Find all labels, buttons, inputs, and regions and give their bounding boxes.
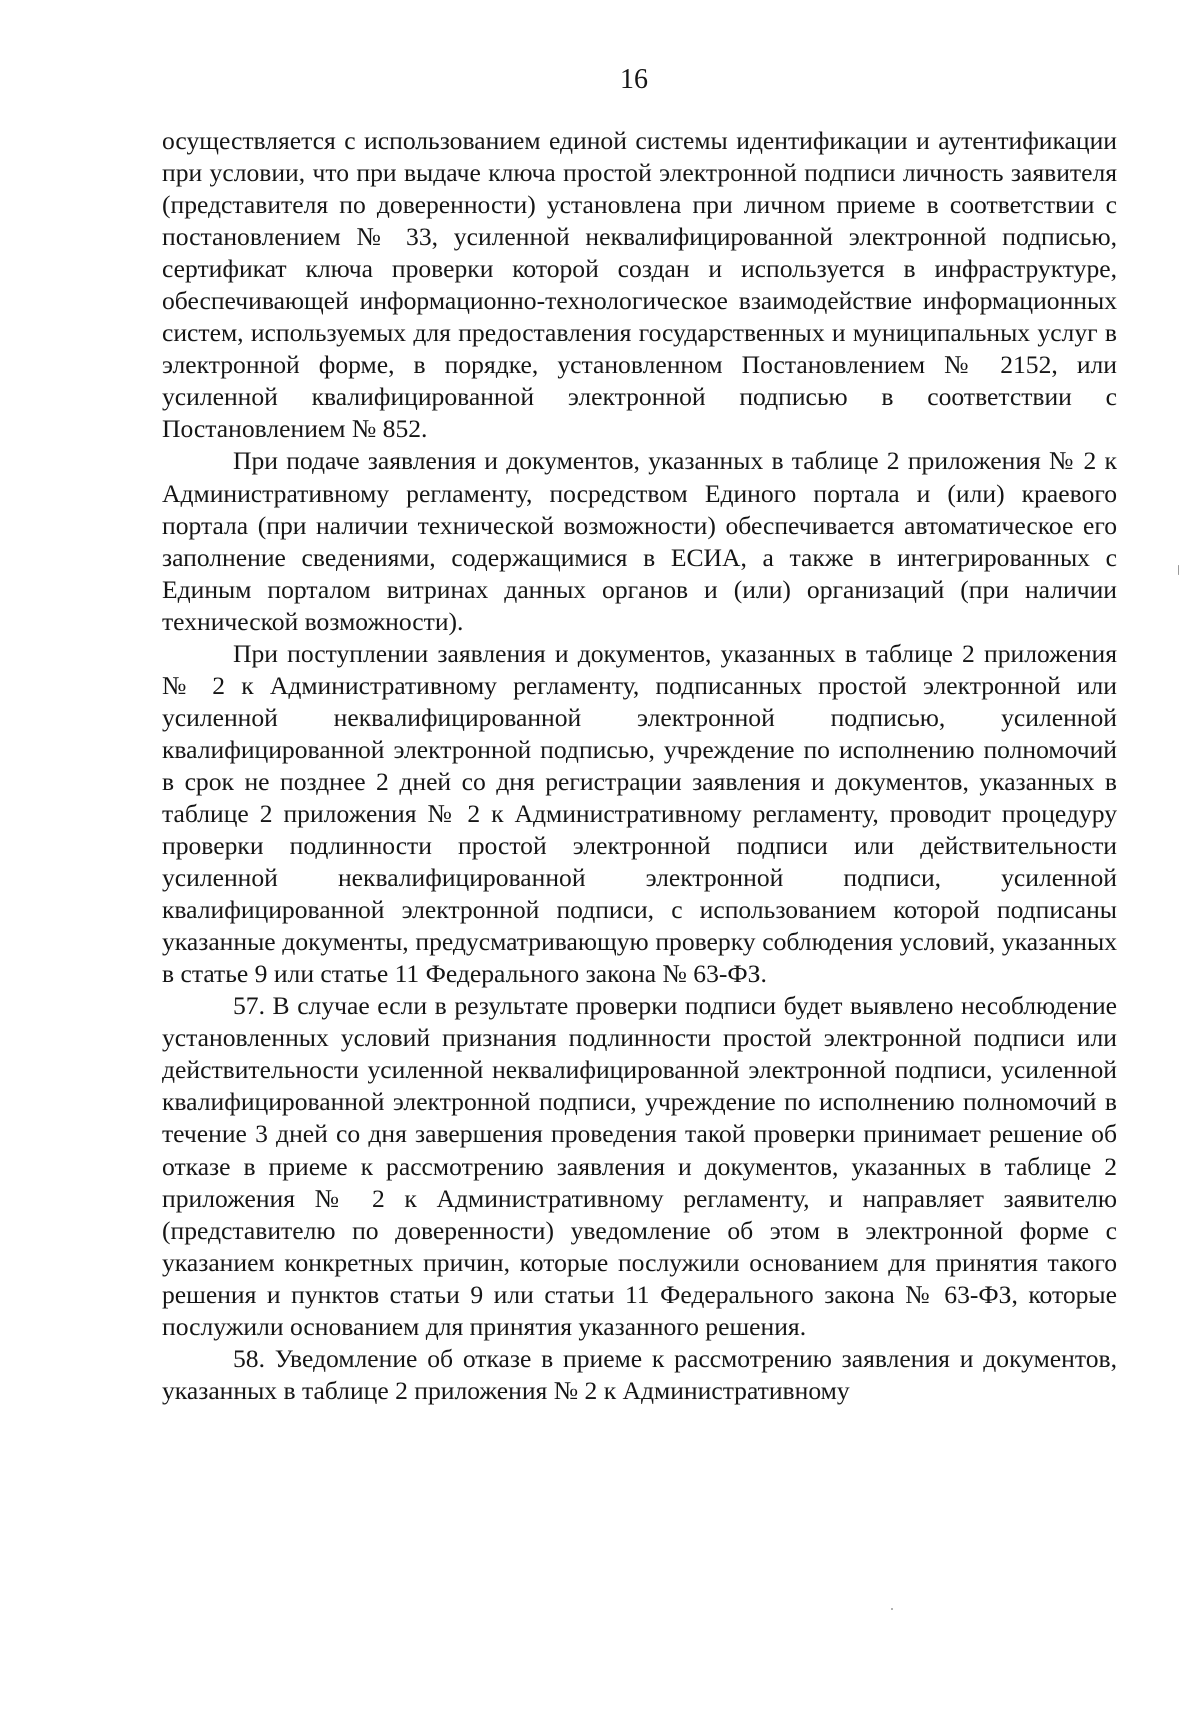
paragraph-continuation: осуществляется с использованием единой системы идентификации и аутентификации при условии, что при выдаче ключа простой электронной подписи личность заявителя (представителя по доверенности) установлена при личном приеме в соответствии с постановлением № 33, усиленной неквалифицированной электронной подписью, сертификат ключа проверки которой создан и используется в инфраструктуре, обеспечивающей информационно-технологическое взаимодействие информационных систем, используемых для предоставления государственных и муниципальных услуг в электронной форме, в порядке, установленном Постановлением № 2152, или усиленной квалифицированной электронной подписью в соответствии с Постановлением № 852. [162,126,1117,444]
paragraph-57: 57. В случае если в результате проверки подписи будет выявлено несоблюдение установленных условий признания подлинности простой электронной подписи или действительности усиленной неквалифицированной электронной подписи, усиленной квалифицированной электронной подписи, учреждение по исполнению полномочий в течение 3 дней со дня завершения проведения такой проверки принимает решение об отказе в приеме к рассмотрению заявления и документов, указанных в таблице 2 приложения № 2 к Административному регламенту, и направляет заявителю (представителю по доверенности) уведомление об этом в электронной форме с указанием конкретных причин, которые послужили основанием для принятия такого решения и пунктов статьи 9 или статьи 11 Федерального закона № 63-ФЗ, которые послужили основанием для принятия указанного решения. [162,991,1117,1341]
paragraph-signature-verification: При поступлении заявления и документов, указанных в таблице 2 приложения № 2 к Административному регламенту, подписанных простой электронной или усиленной неквалифицированной электронной подписью, усиленной квалифицированной электронной подписью, учреждение по исполнению полномочий в срок не позднее 2 дней со дня регистрации заявления и документов, указанных в таблице 2 приложения № 2 к Административному регламенту, проводит процедуру проверки подлинности простой электронной подписи или действительности усиленной неквалифицированной электронной подписи, усиленной квалифицированной электронной подписи, с использованием которой подписаны указанные документы, предусматривающую проверку соблюдения условий, указанных в статье 9 или статье 11 Федерального закона № 63-ФЗ. [162,638,1117,989]
paragraph-esia-autofill: При подаче заявления и документов, указанных в таблице 2 приложения № 2 к Административному регламенту, посредством Единого портала и (или) краевого портала (при наличии технической возможности) обеспечивается автоматическое его заполнение сведениями, содержащимися в ЕСИА, а также в интегрированных с Единым порталом витринах данных органов и (или) организаций (при наличии технической возможности). [162,446,1117,636]
paragraph-58: 58. Уведомление об отказе в приеме к рассмотрению заявления и документов, указанных в таблице 2 приложения № 2 к Административному [162,1343,1117,1405]
page-number: 16 [620,64,648,95]
scan-artifact [1178,565,1179,575]
document-body [162,125,1117,1407]
scan-artifact [891,1608,893,1610]
